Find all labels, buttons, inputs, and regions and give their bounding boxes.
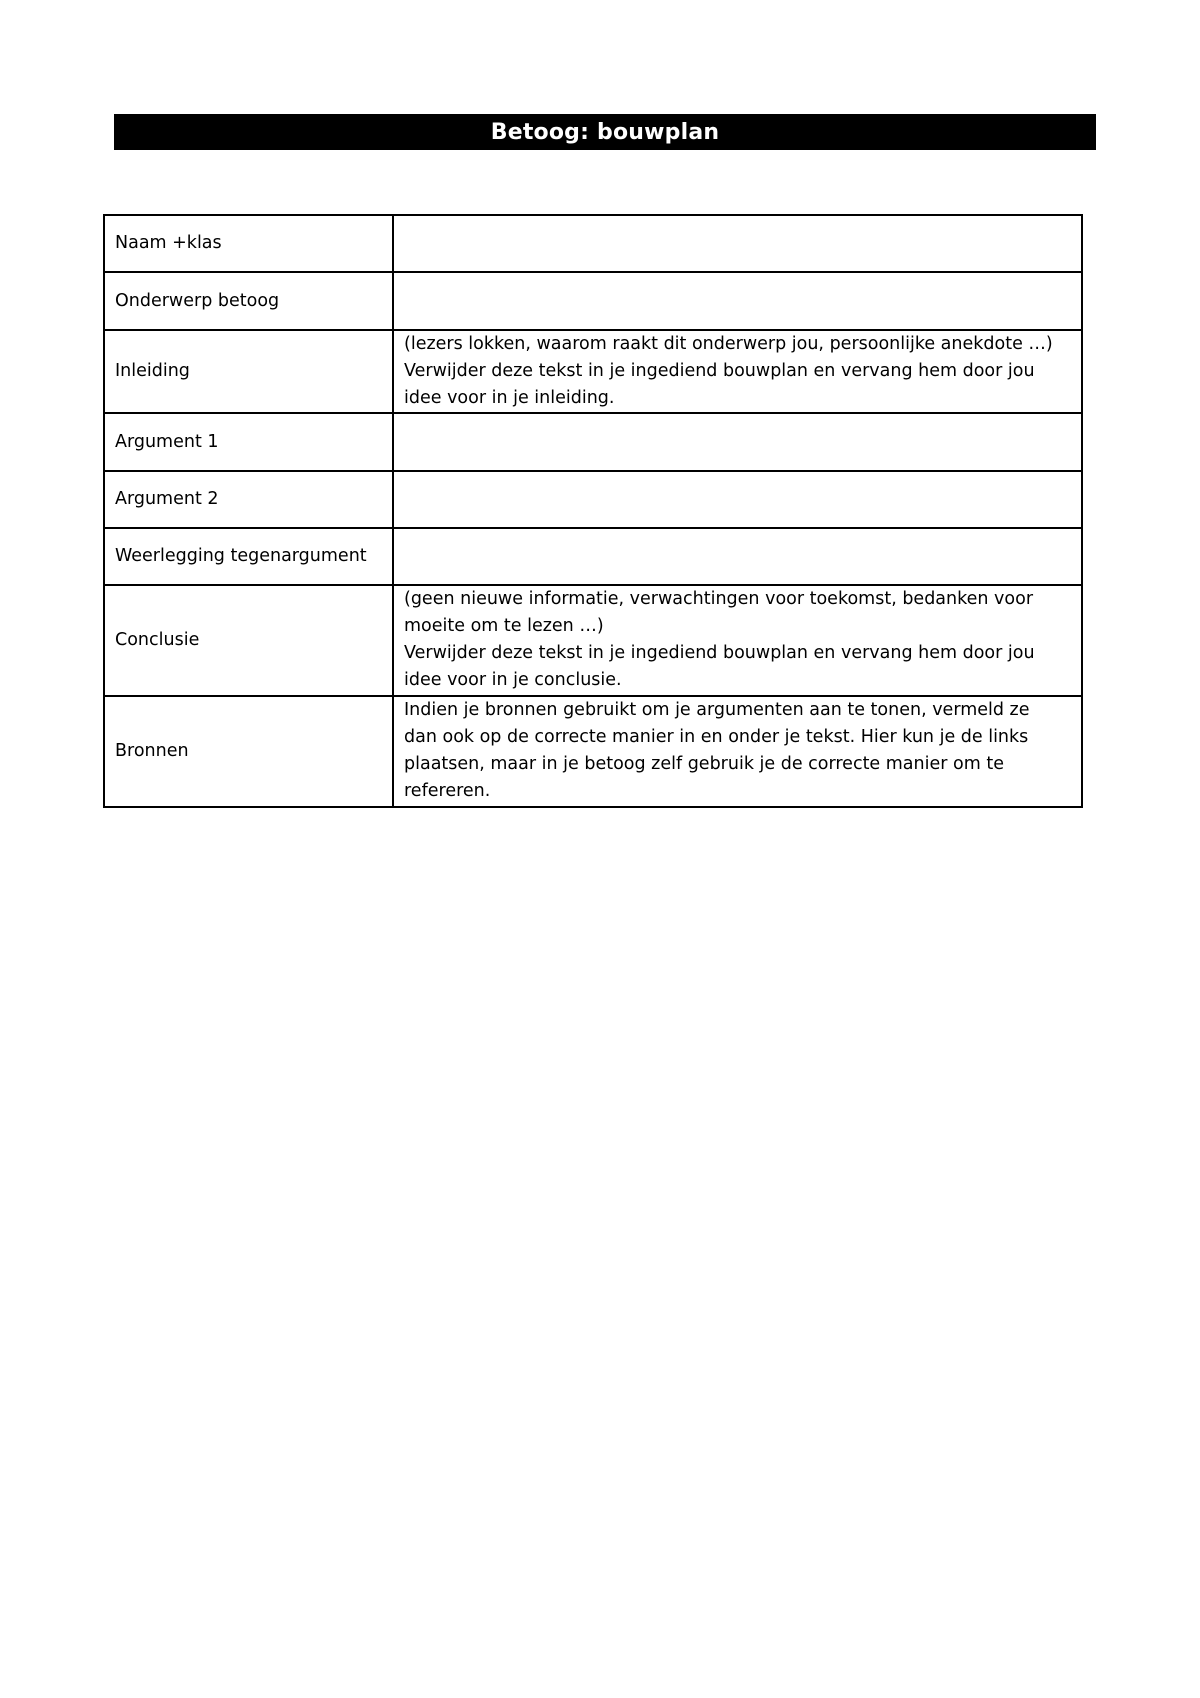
instruction-line: (geen nieuwe informatie, verwachtingen voor toekomst, bedanken voor [404,589,1034,609]
answer-cell[interactable] [393,528,1082,585]
instruction-line: dan ook op de correcte manier in en onder je tekst. Hier kun je de links [404,727,1029,747]
instruction-line: idee voor in je conclusie. [404,670,622,690]
instruction-line: Verwijder deze tekst in je ingediend bouwplan en vervang hem door jou [404,361,1035,381]
table-row [104,585,1082,696]
instruction-line: moeite om te lezen …) [404,616,604,636]
instruction-line: Verwijder deze tekst in je ingediend bouwplan en vervang hem door jou [404,643,1035,663]
answer-cell[interactable] [393,696,1082,807]
row-label: Onderwerp betoog [104,272,393,330]
row-label: Naam +klas [104,215,393,272]
bouwplan-table [103,214,1083,808]
table-row [104,696,1082,807]
instruction-line: (lezers lokken, waarom raakt dit onderwerp jou, persoonlijke anekdote …) [404,334,1053,354]
answer-cell[interactable] [393,272,1082,330]
row-label: Argument 2 [104,471,393,528]
answer-cell[interactable] [393,471,1082,528]
table-row [104,528,1082,585]
row-label: Conclusie [104,585,393,696]
page-title: Betoog: bouwplan [114,114,1096,150]
table-row [104,215,1082,272]
table-row [104,413,1082,471]
instruction-line: plaatsen, maar in je betoog zelf gebruik je de correcte manier om te [404,754,1004,774]
row-label: Weerlegging tegenargument [104,528,393,585]
row-label: Bronnen [104,696,393,807]
answer-cell[interactable] [393,585,1082,696]
answer-cell[interactable] [393,215,1082,272]
answer-cell[interactable] [393,330,1082,413]
instruction-line: Indien je bronnen gebruikt om je argumenten aan te tonen, vermeld ze [404,700,1030,720]
table-row [104,471,1082,528]
answer-cell[interactable] [393,413,1082,471]
table-row [104,330,1082,413]
instruction-line: refereren. [404,781,491,801]
table-row [104,272,1082,330]
instruction-line: idee voor in je inleiding. [404,388,615,408]
row-label: Inleiding [104,330,393,413]
row-label: Argument 1 [104,413,393,471]
